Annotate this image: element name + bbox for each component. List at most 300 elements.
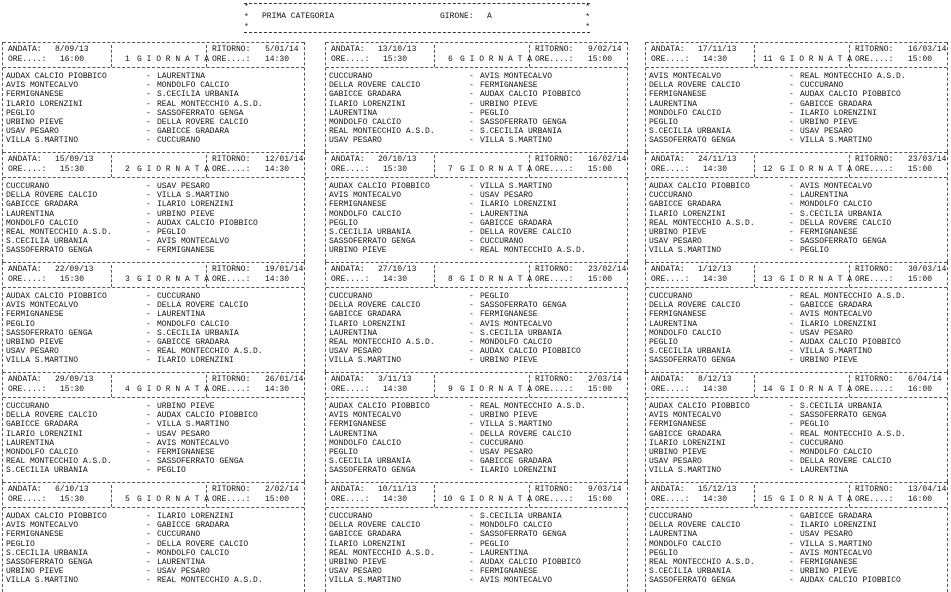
match-row bbox=[646, 512, 947, 521]
home-team: S.CECILIA URBANIA bbox=[649, 567, 731, 577]
away-team: GABICCE GRADARA bbox=[800, 301, 873, 311]
match-separator: - bbox=[789, 127, 794, 137]
andata-time: 15:30 bbox=[60, 495, 85, 504]
giornata-label: G I O R N A T A bbox=[137, 385, 210, 394]
away-team: PEGLIO bbox=[480, 108, 509, 118]
match-separator: - bbox=[469, 420, 474, 430]
match-row bbox=[646, 411, 947, 420]
round-header-dates bbox=[326, 485, 627, 495]
match-separator: - bbox=[146, 228, 151, 237]
away-team: USAV PESARO bbox=[157, 567, 210, 577]
match-separator: - bbox=[146, 402, 151, 411]
match-row bbox=[326, 320, 627, 329]
andata-date: 1/12/13 bbox=[698, 265, 732, 274]
ritorno-date: 9/02/14 bbox=[588, 45, 622, 54]
match-separator: - bbox=[789, 90, 794, 100]
round-header-dates bbox=[646, 265, 947, 275]
andata-time-label: ORE....: bbox=[651, 275, 690, 284]
away-team: MONDOLFO CALCIO bbox=[157, 319, 230, 329]
away-team: REAL MONTECCHIO A.S.D. bbox=[157, 576, 263, 586]
home-team: MONDOLFO CALCIO bbox=[649, 539, 722, 549]
away-team: AVIS MONTECALVO bbox=[480, 319, 553, 329]
andata-label: ANDATA: bbox=[331, 155, 365, 164]
match-separator: - bbox=[469, 521, 474, 531]
match-row bbox=[3, 466, 304, 475]
match-row bbox=[3, 549, 304, 558]
match-row bbox=[646, 320, 947, 329]
home-team: AVIS MONTECALVO bbox=[6, 521, 79, 531]
match-row bbox=[3, 210, 304, 219]
away-team: DELLA ROVERE CALCIO bbox=[157, 539, 249, 549]
away-team: GABICCE GRADARA bbox=[157, 338, 230, 347]
match-row bbox=[3, 521, 304, 530]
away-team: DELLA ROVERE CALCIO bbox=[800, 457, 892, 467]
home-team: URBINO PIEVE bbox=[6, 338, 64, 347]
home-team: MONDOLFO CALCIO bbox=[329, 209, 402, 219]
match-separator: - bbox=[789, 301, 794, 311]
away-team: S.CECILIA URBANIA bbox=[480, 328, 562, 338]
away-team: MONDOLFO CALCIO bbox=[800, 448, 873, 457]
match-row bbox=[3, 420, 304, 429]
away-team: LAURENTINA bbox=[800, 466, 849, 476]
match-row bbox=[3, 100, 304, 109]
home-team: PEGLIO bbox=[329, 218, 358, 228]
away-team: PEGLIO bbox=[480, 292, 509, 301]
andata-time-label: ORE....: bbox=[651, 385, 690, 394]
round-block bbox=[325, 262, 628, 372]
giornata-label: G I O R N A T A bbox=[780, 495, 853, 504]
divider-line bbox=[326, 482, 627, 483]
andata-time: 14:30 bbox=[703, 385, 728, 394]
ritorno-time-label: ORE....: bbox=[855, 495, 894, 504]
away-team: LAURENTINA bbox=[157, 558, 206, 567]
match-separator: - bbox=[146, 99, 151, 109]
match-row bbox=[646, 567, 947, 576]
match-separator: - bbox=[146, 448, 151, 457]
match-separator: - bbox=[789, 429, 794, 439]
match-row bbox=[3, 320, 304, 329]
round-header-dates bbox=[3, 155, 304, 165]
away-team: FERMIGNANESE bbox=[800, 228, 858, 237]
home-team: DELLA ROVERE CALCIO bbox=[6, 191, 98, 201]
away-team: URBINO PIEVE bbox=[800, 567, 858, 577]
match-row bbox=[646, 457, 947, 466]
match-row bbox=[646, 439, 947, 448]
home-team: REAL MONTECCHIO A.S.D. bbox=[6, 457, 112, 467]
match-separator: - bbox=[789, 411, 794, 421]
match-separator: - bbox=[146, 127, 151, 137]
match-row bbox=[3, 81, 304, 90]
match-row bbox=[326, 118, 627, 127]
match-row bbox=[3, 191, 304, 200]
home-team: URBINO PIEVE bbox=[649, 228, 707, 237]
home-team: S.CECILIA URBANIA bbox=[649, 127, 731, 137]
home-team: DELLA ROVERE CALCIO bbox=[649, 521, 741, 531]
andata-date: 3/11/13 bbox=[378, 375, 412, 384]
giornata-number: 8 bbox=[448, 275, 453, 284]
match-separator: - bbox=[789, 99, 794, 109]
home-team: VILLA S.MARTINO bbox=[329, 356, 402, 366]
match-separator: - bbox=[789, 567, 794, 577]
ritorno-label: RITORNO: bbox=[535, 485, 574, 494]
match-row bbox=[646, 72, 947, 81]
match-separator: - bbox=[469, 99, 474, 109]
away-team: CUCCURANO bbox=[157, 136, 201, 146]
match-separator: - bbox=[789, 548, 794, 558]
home-team: FERMIGNANESE bbox=[649, 310, 707, 320]
giornata-number: 11 bbox=[763, 55, 773, 64]
away-team: URBINO PIEVE bbox=[800, 118, 858, 127]
giornata-label: G I O R N A T A bbox=[460, 385, 533, 394]
away-team: LAURENTINA bbox=[480, 548, 529, 558]
divider-line bbox=[326, 507, 627, 508]
giornata-label: G I O R N A T A bbox=[780, 385, 853, 394]
home-team: CUCCURANO bbox=[329, 292, 373, 301]
match-separator: - bbox=[146, 457, 151, 467]
away-team: ILARIO LORENZINI bbox=[480, 466, 557, 476]
ritorno-date: 19/01/14 bbox=[265, 265, 304, 274]
giornata-number: 9 bbox=[448, 385, 453, 394]
away-team: AUDAX CALCIO PIOBBICO bbox=[480, 347, 581, 357]
away-team: DELLA ROVERE CALCIO bbox=[157, 118, 249, 127]
andata-label: ANDATA: bbox=[331, 485, 365, 494]
match-separator: - bbox=[469, 118, 474, 127]
andata-time: 16:00 bbox=[60, 55, 85, 64]
match-row bbox=[646, 191, 947, 200]
round-block bbox=[2, 262, 305, 372]
match-row bbox=[646, 127, 947, 136]
match-separator: - bbox=[146, 521, 151, 531]
ritorno-time-label: ORE....: bbox=[212, 165, 251, 174]
home-team: REAL MONTECCHIO A.S.D. bbox=[329, 127, 435, 137]
match-row bbox=[326, 558, 627, 567]
match-separator: - bbox=[789, 209, 794, 219]
away-team: LAURENTINA bbox=[800, 191, 849, 201]
home-team: REAL MONTECCHIO A.S.D. bbox=[649, 218, 755, 228]
match-separator: - bbox=[789, 218, 794, 228]
andata-label: ANDATA: bbox=[331, 265, 365, 274]
match-row bbox=[3, 567, 304, 576]
away-team: REAL MONTECCHIO A.S.D. bbox=[480, 402, 586, 411]
home-team: VILLA S.MARTINO bbox=[649, 246, 722, 256]
match-row bbox=[326, 200, 627, 209]
girone-label: GIRONE: bbox=[440, 12, 474, 21]
away-team: DELLA ROVERE CALCIO bbox=[480, 228, 572, 237]
match-row bbox=[3, 540, 304, 549]
home-team: USAV PESARO bbox=[6, 127, 59, 137]
match-row bbox=[3, 338, 304, 347]
andata-label: ANDATA: bbox=[651, 45, 685, 54]
home-team: CUCCURANO bbox=[329, 512, 373, 521]
ritorno-label: RITORNO: bbox=[212, 485, 251, 494]
andata-time-label: ORE....: bbox=[331, 385, 370, 394]
divider-line bbox=[646, 152, 947, 153]
divider-line bbox=[646, 482, 947, 483]
home-team: GABICCE GRADARA bbox=[6, 200, 79, 210]
away-team: REAL MONTECCHIO A.S.D. bbox=[480, 246, 586, 256]
away-team: AVIS MONTECALVO bbox=[800, 310, 873, 320]
home-team: USAV PESARO bbox=[329, 347, 382, 357]
match-separator: - bbox=[146, 438, 151, 448]
round-header-dates bbox=[646, 155, 947, 165]
away-team: MONDOLFO CALCIO bbox=[157, 548, 230, 558]
match-row bbox=[326, 127, 627, 136]
giornata-label: G I O R N A T A bbox=[137, 275, 210, 284]
match-row bbox=[326, 356, 627, 365]
match-separator: - bbox=[789, 108, 794, 118]
away-team: URBINO PIEVE bbox=[157, 209, 215, 219]
away-team: MONDOLFO CALCIO bbox=[480, 338, 553, 347]
match-separator: - bbox=[146, 558, 151, 567]
match-row bbox=[646, 301, 947, 310]
home-team: AVIS MONTECALVO bbox=[329, 411, 402, 421]
match-row bbox=[326, 466, 627, 475]
andata-time-label: ORE....: bbox=[8, 385, 47, 394]
andata-time: 14:30 bbox=[383, 495, 408, 504]
match-separator: - bbox=[789, 237, 794, 247]
match-row bbox=[326, 109, 627, 118]
away-team: CUCCURANO bbox=[800, 438, 844, 448]
match-row bbox=[3, 310, 304, 319]
round-header-times bbox=[646, 165, 947, 175]
match-separator: - bbox=[146, 81, 151, 91]
match-separator: - bbox=[789, 338, 794, 347]
round-header-times bbox=[326, 385, 627, 395]
ritorno-date: 23/03/14 bbox=[908, 155, 947, 164]
ritorno-time-label: ORE....: bbox=[212, 275, 251, 284]
giornata-label: G I O R N A T A bbox=[780, 275, 853, 284]
match-separator: - bbox=[146, 310, 151, 320]
round-block bbox=[325, 42, 628, 152]
home-team: CUCCURANO bbox=[329, 72, 373, 81]
home-team: AUDAX CALCIO PIOBBICO bbox=[329, 402, 430, 411]
match-separator: - bbox=[789, 356, 794, 366]
away-team: GABICCE GRADARA bbox=[157, 127, 230, 137]
match-row bbox=[646, 118, 947, 127]
away-team: SASSOFERRATO GENGA bbox=[480, 301, 567, 311]
round-block bbox=[325, 372, 628, 482]
match-row bbox=[326, 246, 627, 255]
match-row bbox=[646, 356, 947, 365]
match-row bbox=[326, 72, 627, 81]
match-row bbox=[326, 301, 627, 310]
away-team: S.CECILIA URBANIA bbox=[800, 209, 882, 219]
match-row bbox=[326, 530, 627, 539]
match-row bbox=[3, 402, 304, 411]
home-team: PEGLIO bbox=[6, 108, 35, 118]
andata-time-label: ORE....: bbox=[331, 495, 370, 504]
match-row bbox=[326, 430, 627, 439]
giornata-number: 15 bbox=[763, 495, 773, 504]
match-separator: - bbox=[789, 576, 794, 586]
match-separator: - bbox=[146, 209, 151, 219]
andata-date: 8/09/13 bbox=[55, 45, 89, 54]
match-row bbox=[326, 439, 627, 448]
match-separator: - bbox=[789, 420, 794, 430]
match-row bbox=[3, 219, 304, 228]
ritorno-label: RITORNO: bbox=[535, 375, 574, 384]
home-team: ILARIO LORENZINI bbox=[329, 99, 406, 109]
match-row bbox=[646, 530, 947, 539]
ritorno-date: 2/02/14 bbox=[265, 485, 299, 494]
away-team: USAV PESARO bbox=[800, 127, 853, 137]
home-team: LAURENTINA bbox=[649, 530, 698, 540]
divider-line bbox=[326, 177, 627, 178]
away-team: MONDOLFO CALCIO bbox=[480, 521, 553, 531]
ritorno-date: 30/03/14 bbox=[908, 265, 947, 274]
schedule-column-3 bbox=[645, 42, 948, 592]
home-team: AUDAX CALCIO PIOBBICO bbox=[6, 512, 107, 521]
match-row bbox=[3, 246, 304, 255]
ritorno-time: 15:00 bbox=[908, 275, 933, 284]
divider-line bbox=[3, 482, 304, 483]
andata-time: 14:30 bbox=[383, 385, 408, 394]
category-title: PRIMA CATEGORIA bbox=[262, 12, 335, 21]
home-team: FERMIGNANESE bbox=[6, 90, 64, 100]
home-team: USAV PESARO bbox=[6, 347, 59, 357]
round-block bbox=[645, 482, 948, 592]
home-team: AVIS MONTECALVO bbox=[649, 72, 722, 81]
home-team: FERMIGNANESE bbox=[649, 420, 707, 430]
match-row bbox=[646, 210, 947, 219]
away-team: AVIS MONTECALVO bbox=[800, 548, 873, 558]
away-team: URBINO PIEVE bbox=[480, 99, 538, 109]
match-separator: - bbox=[146, 319, 151, 329]
match-row bbox=[3, 329, 304, 338]
divider-line bbox=[646, 177, 947, 178]
match-row bbox=[3, 228, 304, 237]
andata-time-label: ORE....: bbox=[8, 55, 47, 64]
ritorno-time: 15:00 bbox=[265, 495, 290, 504]
match-separator: - bbox=[469, 200, 474, 210]
home-team: MONDOLFO CALCIO bbox=[649, 328, 722, 338]
match-separator: - bbox=[146, 338, 151, 347]
round-header-dates bbox=[3, 375, 304, 385]
home-team: GABICCE GRADARA bbox=[649, 429, 722, 439]
home-team: AUDAX CALCIO PIOBBICO bbox=[649, 402, 750, 411]
giornata-label: G I O R N A T A bbox=[137, 495, 210, 504]
andata-date: 15/12/13 bbox=[698, 485, 737, 494]
match-row bbox=[3, 109, 304, 118]
home-team: USAV PESARO bbox=[329, 136, 382, 146]
home-team: AVIS MONTECALVO bbox=[649, 411, 722, 421]
round-header-times bbox=[326, 495, 627, 505]
divider-line bbox=[3, 152, 304, 153]
away-team: VILLA S.MARTINO bbox=[157, 420, 230, 430]
ritorno-time: 15:00 bbox=[588, 495, 613, 504]
match-separator: - bbox=[469, 347, 474, 357]
home-team: CUCCURANO bbox=[649, 191, 693, 201]
giornata-number: 14 bbox=[763, 385, 773, 394]
away-team: AVIS MONTECALVO bbox=[800, 182, 873, 191]
match-row bbox=[326, 549, 627, 558]
home-team: ILARIO LORENZINI bbox=[649, 438, 726, 448]
away-team: AVIS MONTECALVO bbox=[480, 72, 553, 81]
away-team: REAL MONTECCHIO A.S.D. bbox=[157, 99, 263, 109]
match-row bbox=[326, 512, 627, 521]
match-row bbox=[646, 430, 947, 439]
match-row bbox=[646, 558, 947, 567]
home-team: SASSOFERRATO GENGA bbox=[6, 328, 93, 338]
home-team: GABICCE GRADARA bbox=[649, 200, 722, 210]
andata-time-label: ORE....: bbox=[8, 165, 47, 174]
away-team: VILLA S.MARTINO bbox=[480, 420, 553, 430]
match-row bbox=[326, 292, 627, 301]
ritorno-time: 14:30 bbox=[265, 275, 290, 284]
match-row bbox=[646, 136, 947, 145]
away-team: VILLA S.MARTINO bbox=[800, 539, 873, 549]
away-team: S.CECILIA URBANIA bbox=[800, 402, 882, 411]
andata-label: ANDATA: bbox=[651, 155, 685, 164]
round-header-times bbox=[3, 495, 304, 505]
match-row bbox=[3, 430, 304, 439]
ritorno-time-label: ORE....: bbox=[855, 275, 894, 284]
andata-time-label: ORE....: bbox=[331, 165, 370, 174]
home-team: LAURENTINA bbox=[649, 99, 698, 109]
home-team: SASSOFERRATO GENGA bbox=[649, 356, 736, 366]
ritorno-date: 5/01/14 bbox=[265, 45, 299, 54]
away-team: SASSOFERRATO GENGA bbox=[480, 118, 567, 127]
away-team: VILLA S.MARTINO bbox=[800, 136, 873, 146]
ritorno-time-label: ORE....: bbox=[855, 165, 894, 174]
header-stars-right: * * * bbox=[585, 3, 590, 32]
match-separator: - bbox=[146, 200, 151, 210]
match-separator: - bbox=[789, 558, 794, 567]
round-header-dates bbox=[3, 45, 304, 55]
andata-date: 17/11/13 bbox=[698, 45, 737, 54]
ritorno-label: RITORNO: bbox=[212, 375, 251, 384]
match-row bbox=[646, 549, 947, 558]
home-team: FERMIGNANESE bbox=[6, 530, 64, 540]
andata-time: 15:30 bbox=[383, 165, 408, 174]
match-separator: - bbox=[469, 411, 474, 421]
giornata-label: G I O R N A T A bbox=[460, 165, 533, 174]
ritorno-label: RITORNO: bbox=[212, 45, 251, 54]
home-team: SASSOFERRATO GENGA bbox=[6, 246, 93, 256]
home-team: FERMIGNANESE bbox=[649, 90, 707, 100]
ritorno-time: 14:30 bbox=[265, 385, 290, 394]
away-team: PEGLIO bbox=[800, 420, 829, 430]
divider-line bbox=[3, 42, 304, 43]
match-separator: - bbox=[146, 411, 151, 421]
away-team: GABICCE GRADARA bbox=[800, 99, 873, 109]
home-team: SASSOFERRATO GENGA bbox=[329, 237, 416, 247]
home-team: GABICCE GRADARA bbox=[329, 310, 402, 320]
match-row bbox=[646, 237, 947, 246]
match-separator: - bbox=[146, 347, 151, 357]
away-team: S.CECILIA URBANIA bbox=[157, 90, 239, 100]
away-team: AUDAX CALCIO PIOBBICO bbox=[800, 90, 901, 100]
match-separator: - bbox=[146, 301, 151, 311]
match-separator: - bbox=[469, 90, 474, 100]
andata-label: ANDATA: bbox=[8, 45, 42, 54]
match-separator: - bbox=[146, 328, 151, 338]
home-team: CUCCURANO bbox=[649, 292, 693, 301]
andata-time: 14:30 bbox=[703, 55, 728, 64]
giornata-number: 10 bbox=[443, 495, 453, 504]
match-separator: - bbox=[789, 228, 794, 237]
match-separator: - bbox=[789, 81, 794, 91]
match-row bbox=[646, 228, 947, 237]
home-team: ILARIO LORENZINI bbox=[329, 319, 406, 329]
match-separator: - bbox=[469, 457, 474, 467]
match-separator: - bbox=[469, 567, 474, 577]
round-header-times bbox=[326, 55, 627, 65]
away-team: PEGLIO bbox=[157, 228, 186, 237]
home-team: SASSOFERRATO GENGA bbox=[329, 466, 416, 476]
divider-line bbox=[646, 262, 947, 263]
home-team: MONDOLFO CALCIO bbox=[649, 108, 722, 118]
